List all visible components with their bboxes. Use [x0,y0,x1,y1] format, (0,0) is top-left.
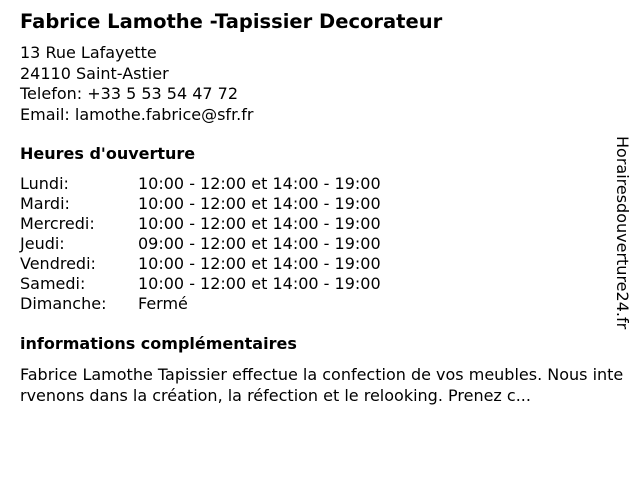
time-value: 09:00 - 12:00 et 14:00 - 19:00 [138,234,381,253]
time-value: 10:00 - 12:00 et 14:00 - 19:00 [138,254,381,273]
time-value: 10:00 - 12:00 et 14:00 - 19:00 [138,194,381,213]
contact-block [20,43,253,125]
day-label: Samedi: [20,274,86,293]
day-label: Jeudi: [20,234,65,253]
day-label: Dimanche: [20,294,107,313]
time-value: Fermé [138,294,188,313]
info-description: Fabrice Lamothe Tapissier effectue la confection de vos meubles. Nous intervenons dans la création, la réfection et le relooking. Prenez c... [20,365,624,405]
phone-text: Telefon: +33 5 53 54 47 72 [20,84,239,103]
address-city: 24110 Saint-Astier [20,63,169,83]
time-value: 10:00 - 12:00 et 14:00 - 19:00 [138,214,381,233]
day-label: Lundi: [20,174,69,193]
info-heading: informations complémentaires [20,334,297,353]
time-value: 10:00 - 12:00 et 14:00 - 19:00 [138,274,381,293]
day-label: Mercredi: [20,214,95,233]
business-name: Fabrice Lamothe -Tapissier Decorateur [20,10,443,33]
site-watermark: Horairesdouverture24.fr [613,136,632,330]
email-text: Email: lamothe.fabrice@sfr.fr [20,104,254,124]
day-label: Vendredi: [20,254,96,273]
hours-heading: Heures d'ouverture [20,144,196,163]
day-label: Mardi: [20,194,70,213]
time-value: 10:00 - 12:00 et 14:00 - 19:00 [138,174,381,193]
address-street: 13 Rue Lafayette [20,43,157,62]
